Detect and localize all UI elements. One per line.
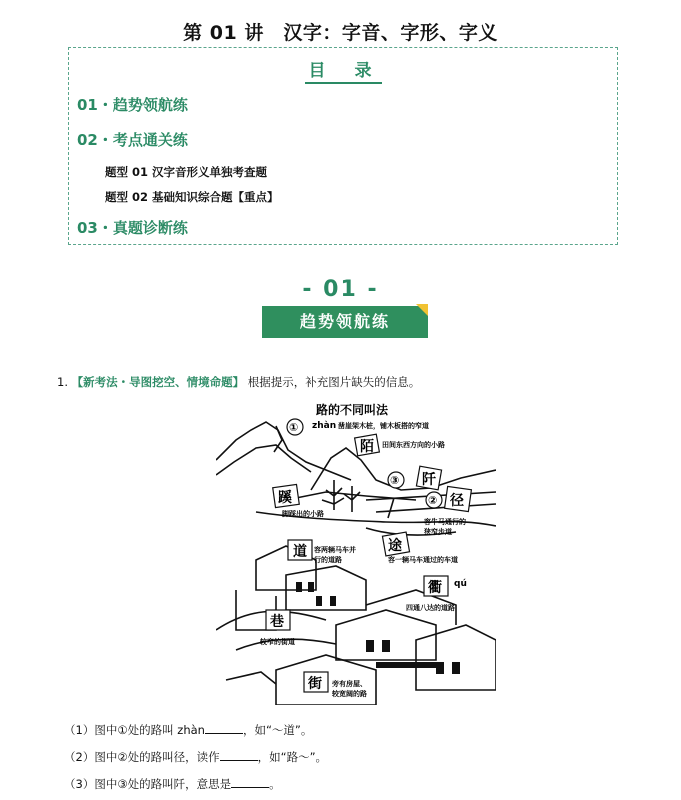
banner-corner-decoration <box>416 304 428 316</box>
glyph-xiang: 巷 <box>270 614 284 630</box>
note-xi: 脚踩出的小路 <box>282 510 324 518</box>
question-tag: 【新考法・导图挖空、情境命题】 <box>71 375 245 389</box>
table-of-contents <box>68 47 618 245</box>
road-names-illustration <box>216 400 496 705</box>
subquestion-3: （3）图中③处的路叫阡，意思是 。 <box>64 777 281 791</box>
toc-subitem-type01[interactable]: 题型 01 汉字音形义单独考查题 <box>105 165 268 179</box>
toc-heading: 目 录 <box>69 56 617 81</box>
subquestion-1: （1）图中①处的路叫 zhàn ，如“～道”。 <box>64 723 313 737</box>
toc-item-trend[interactable]: 01・趋势领航练 <box>77 96 188 114</box>
note-mo: 田间东西方向的小路 <box>382 441 445 449</box>
page-title: 第 01 讲 汉字：字音、字形、字义 <box>183 22 498 44</box>
note-jing-line2: 狭窄步道 <box>424 528 452 536</box>
toc-subitem-type02[interactable]: 题型 02 基础知识综合题【重点】 <box>105 190 279 204</box>
answer-blank-3[interactable] <box>231 777 269 788</box>
note-xiang: 较窄的街道 <box>260 638 295 646</box>
glyph-qian: 阡 <box>422 472 436 488</box>
question-text: 根据提示，补充图片缺失的信息。 <box>247 375 421 389</box>
note-dao-line2: 行的道路 <box>314 556 342 564</box>
section-banner: 趋势领航练 <box>262 306 428 338</box>
marker-1: ① <box>289 421 299 434</box>
marker-3: ③ <box>390 474 400 487</box>
note-zhan: 凿崖架木桩，铺木板搭的窄道 <box>338 422 429 430</box>
glyph-qu: 衢 <box>428 580 442 596</box>
glyph-mo: 陌 <box>360 439 374 455</box>
question-1 <box>57 374 420 390</box>
pinyin-zhan: zhàn <box>312 421 337 431</box>
glyph-jing: 径 <box>450 493 464 509</box>
answer-blank-2[interactable] <box>220 750 258 761</box>
glyph-dao: 道 <box>293 544 307 560</box>
figure-title: 路的不同叫法 <box>316 403 389 417</box>
answer-blank-1[interactable] <box>205 723 243 734</box>
glyph-jie: 街 <box>308 676 322 692</box>
note-jing-line1: 容牛马通行的 <box>424 518 466 526</box>
toc-item-real-exam[interactable]: 03・真题诊断练 <box>77 219 188 237</box>
glyph-tu: 途 <box>388 538 402 554</box>
note-jie-line1: 旁有房屋、 <box>332 680 367 688</box>
note-dao-line1: 容两辆马车并 <box>314 546 356 554</box>
glyph-xi: 蹊 <box>278 490 292 506</box>
note-tu: 容一辆马车通过的车道 <box>388 556 458 564</box>
section-number: - 01 - <box>302 277 379 302</box>
toc-item-checkpoints[interactable]: 02・考点通关练 <box>77 131 188 149</box>
pinyin-qu: qú <box>454 579 467 589</box>
marker-2: ② <box>428 494 438 507</box>
question-number: 1. <box>57 375 68 389</box>
subquestion-2: （2）图中②处的路叫径，读作 ，如“路～”。 <box>64 750 328 764</box>
note-qu: 四通八达的道路 <box>406 604 455 612</box>
note-jie-line2: 较宽阔的路 <box>332 690 367 698</box>
